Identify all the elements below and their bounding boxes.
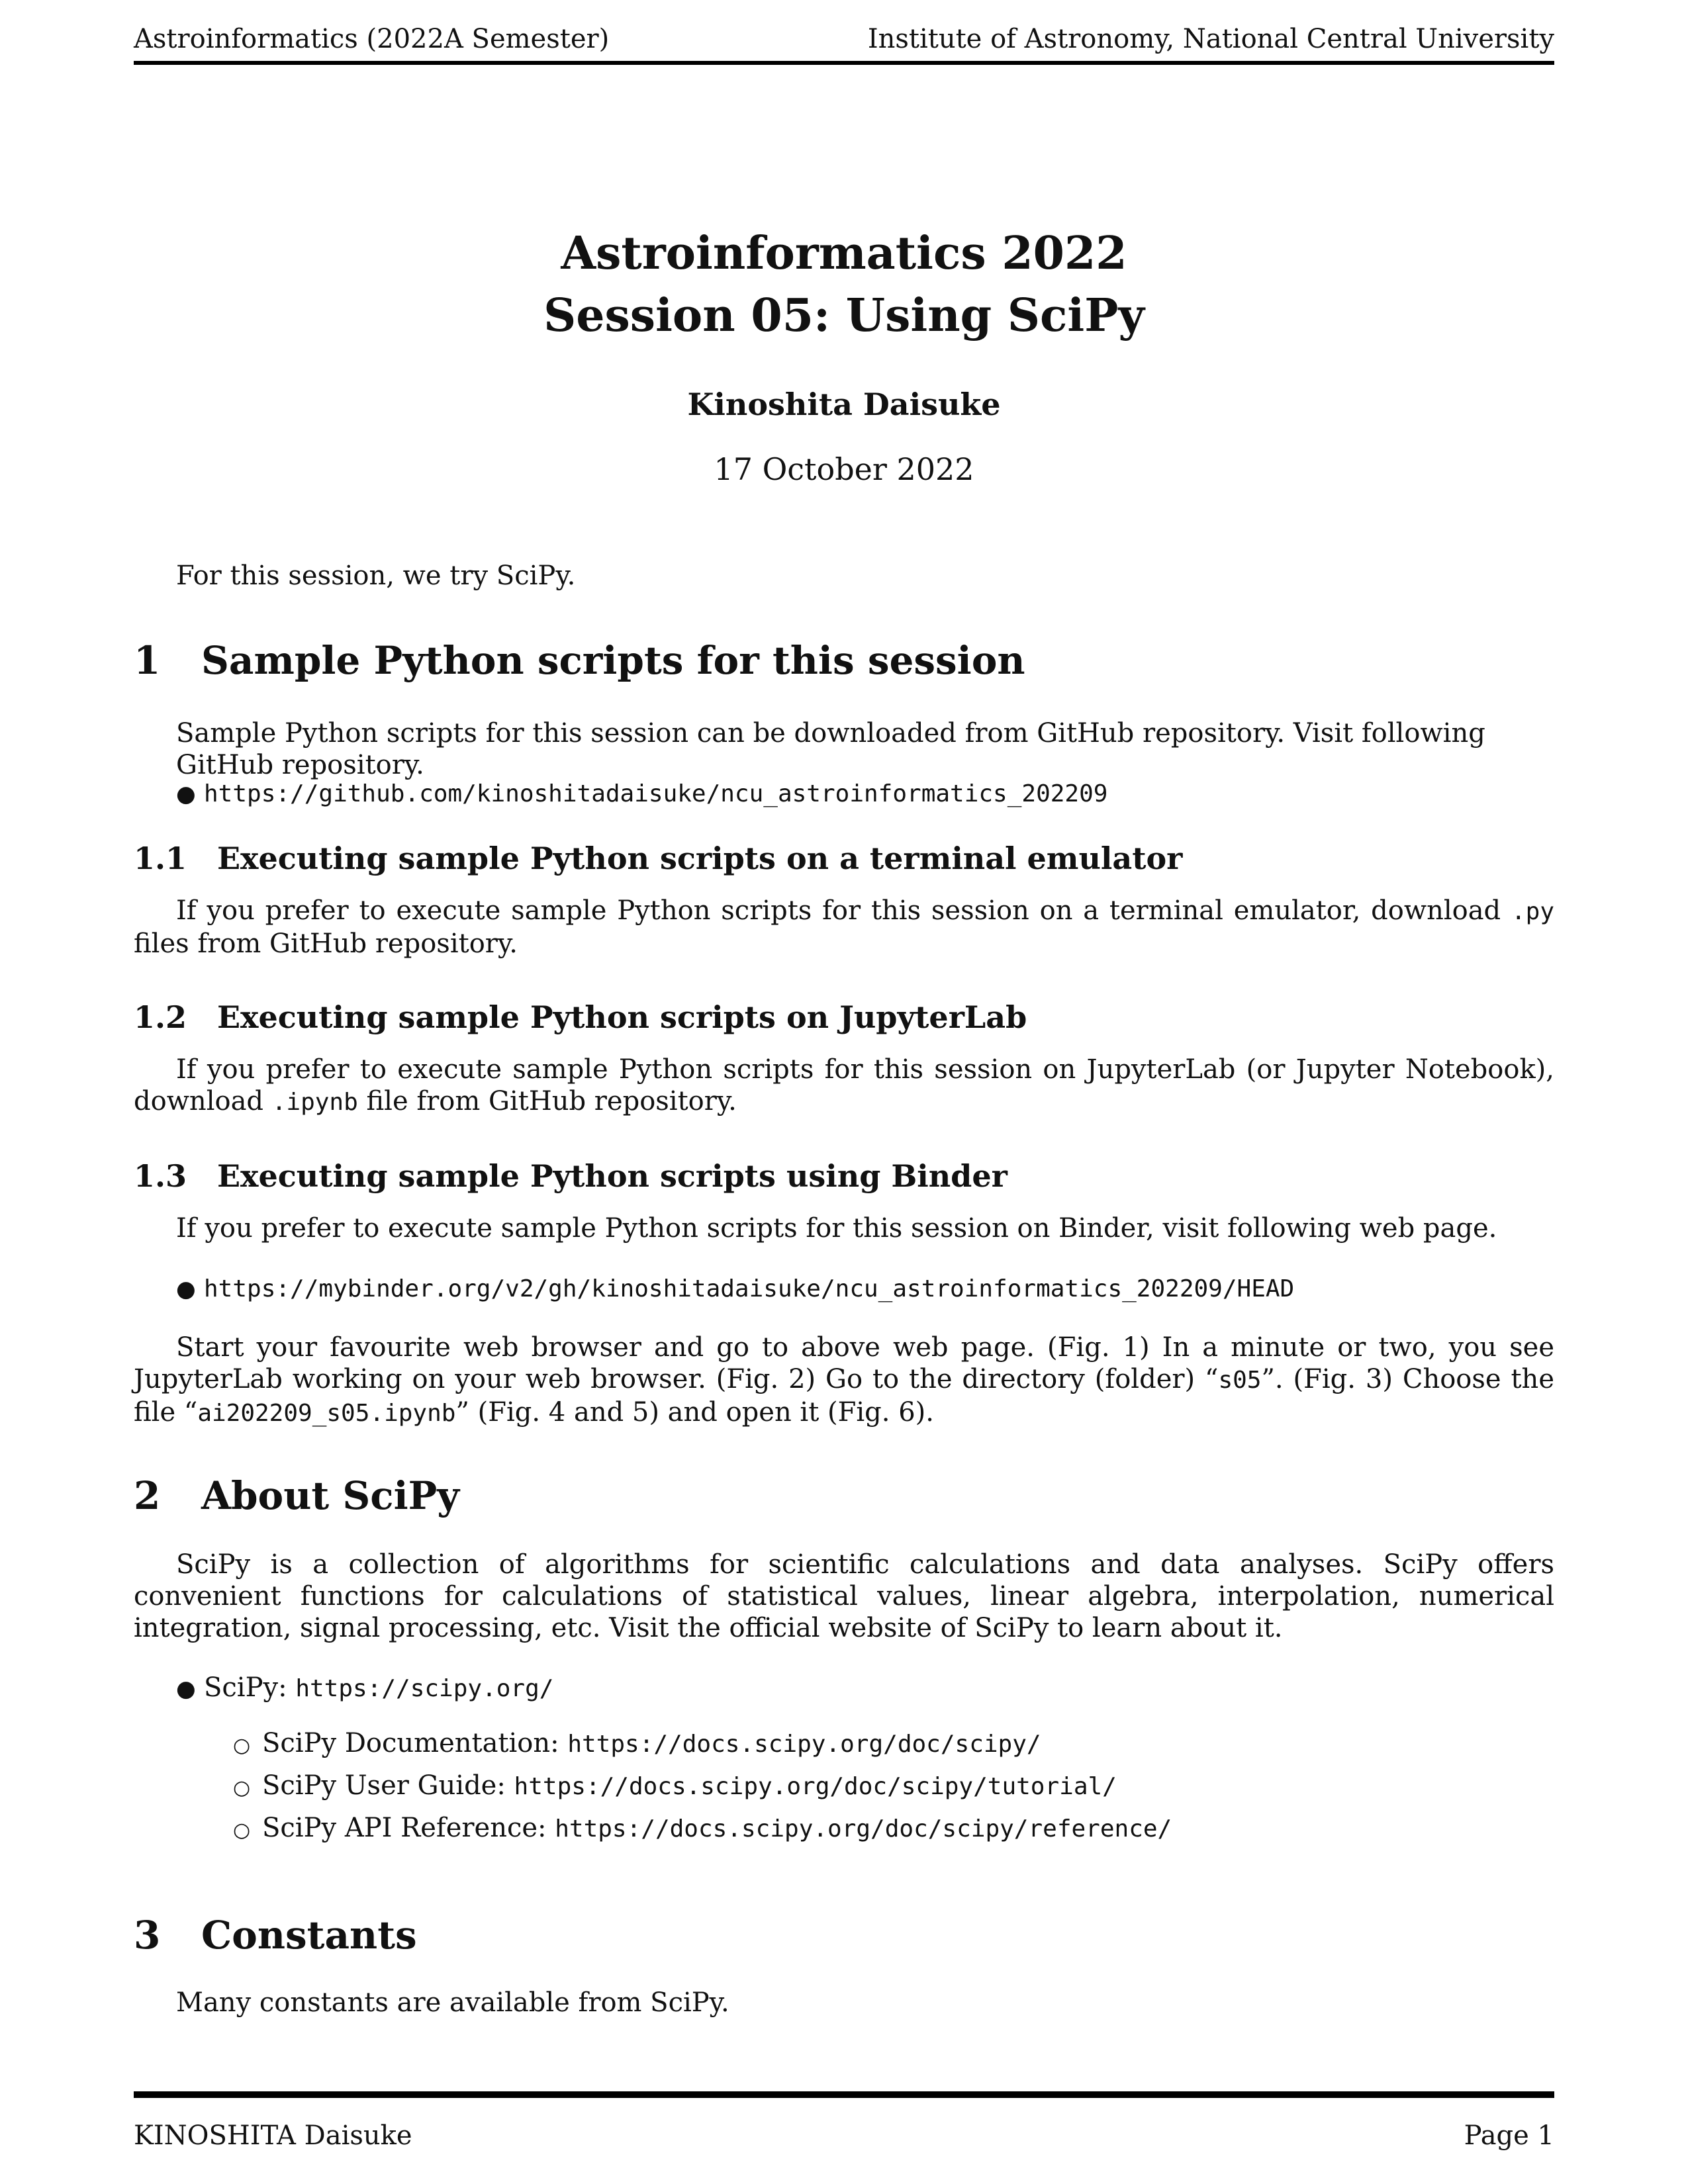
section-1-3-text: If you prefer to execute sample Python scripts for this session on Binder, visit following web page.: [176, 1213, 1497, 1244]
bullet-icon: ●: [176, 1276, 196, 1302]
scipy-bullet: ● SciPy: https://scipy.org/: [134, 1672, 1554, 1705]
author-name: Kinoshita Daisuke: [687, 387, 1001, 422]
section-1-2-text: If you prefer to execute sample Python scripts for this session on JupyterLab (or Jupyter Notebook), download .ipynb file from GitHub repository.: [134, 1054, 1554, 1116]
scipy-docs-link[interactable]: https://docs.scipy.org/doc/scipy/: [567, 1731, 1041, 1758]
footer-author: KINOSHITA Daisuke: [134, 2120, 412, 2151]
scipy-subitem: ○ SciPy User Guide: https://docs.scipy.org/doc/scipy/tutorial/: [134, 1770, 1554, 1804]
document-title: [0, 222, 1688, 347]
footer-rule: [134, 2091, 1554, 2098]
scipy-subitem: ○ SciPy API Reference: https://docs.scipy.org/doc/scipy/reference/: [134, 1812, 1554, 1846]
bullet-icon: ●: [176, 781, 196, 807]
section-title: Sample Python scripts for this session: [201, 638, 1025, 683]
section-1-1-heading: 1.1 Executing sample Python scripts on a terminal emulator: [134, 841, 1183, 876]
binder-link[interactable]: https://mybinder.org/v2/gh/kinoshitadaisuke/ncu_astroinformatics_202209/HEAD: [204, 1275, 1295, 1302]
section-3-text: Many constants are available from SciPy.: [176, 1987, 729, 2018]
title-line-1: Astroinformatics 2022: [561, 227, 1127, 280]
scipy-api-link[interactable]: https://docs.scipy.org/doc/scipy/reference/: [555, 1815, 1172, 1843]
section-number: 1: [134, 638, 161, 683]
intro-paragraph: For this session, we try SciPy.: [176, 561, 576, 591]
document-date: 17 October 2022: [714, 451, 974, 487]
section-1-3-instructions: Start your favourite web browser and go to above web page. (Fig. 1) In a minute or two, you see JupyterLab working on your web browser. (Fig. 2) Go to the directory (folder) “s05”. (Fig. 3) Choose the file “ai202209_s05.ipynb” (Fig. 4 and 5) and open it (Fig. 6).: [134, 1332, 1554, 1428]
github-link[interactable]: https://github.com/kinoshitadaisuke/ncu_astroinformatics_202209: [204, 780, 1108, 807]
title-line-2: Session 05: Using SciPy: [543, 289, 1145, 342]
section-1-3-heading: 1.3 Executing sample Python scripts using Binder: [134, 1158, 1008, 1194]
circle-bullet-icon: ○: [233, 1734, 251, 1757]
circle-bullet-icon: ○: [233, 1776, 251, 1799]
circle-bullet-icon: ○: [233, 1819, 251, 1842]
section-2-text: SciPy is a collection of algorithms for scientific calculations and data analyses. SciPy offers convenient functions for calculations of statistical values, linear algebra, interpolation, numerical integration, signal processing, etc. Visit the official website of SciPy to learn about it.: [134, 1549, 1554, 1643]
page-number: Page 1: [1464, 2120, 1554, 2151]
section-1-3-bullet: [134, 1272, 1554, 1305]
header-course: Astroinformatics (2022A Semester): [134, 24, 610, 54]
section-3-heading: 3 Constants: [134, 1913, 417, 1958]
scipy-subitem: ○ SciPy Documentation: https://docs.scipy.org/doc/scipy/: [134, 1727, 1554, 1762]
bullet-icon: ●: [176, 1676, 196, 1702]
scipy-link[interactable]: https://scipy.org/: [295, 1675, 554, 1702]
section-1-heading: [134, 638, 1554, 683]
section-2-heading: 2 About SciPy: [134, 1473, 459, 1518]
page-header: [134, 24, 1554, 64]
scipy-guide-link[interactable]: https://docs.scipy.org/doc/scipy/tutorial/: [514, 1773, 1117, 1800]
section-1-2-heading: 1.2 Executing sample Python scripts on JupyterLab: [134, 999, 1027, 1035]
header-rule: [134, 61, 1554, 65]
section-1-1-text: If you prefer to execute sample Python scripts for this session on a terminal emulator, download .py files from GitHub repository.: [134, 895, 1554, 959]
section-1-bullet: [134, 777, 1554, 810]
section-1-text: Sample Python scripts for this session can be downloaded from GitHub repository. Visit following GitHub repository.: [176, 718, 1485, 780]
page-footer: [134, 2091, 1554, 2158]
header-institute: Institute of Astronomy, National Central University: [867, 24, 1554, 54]
